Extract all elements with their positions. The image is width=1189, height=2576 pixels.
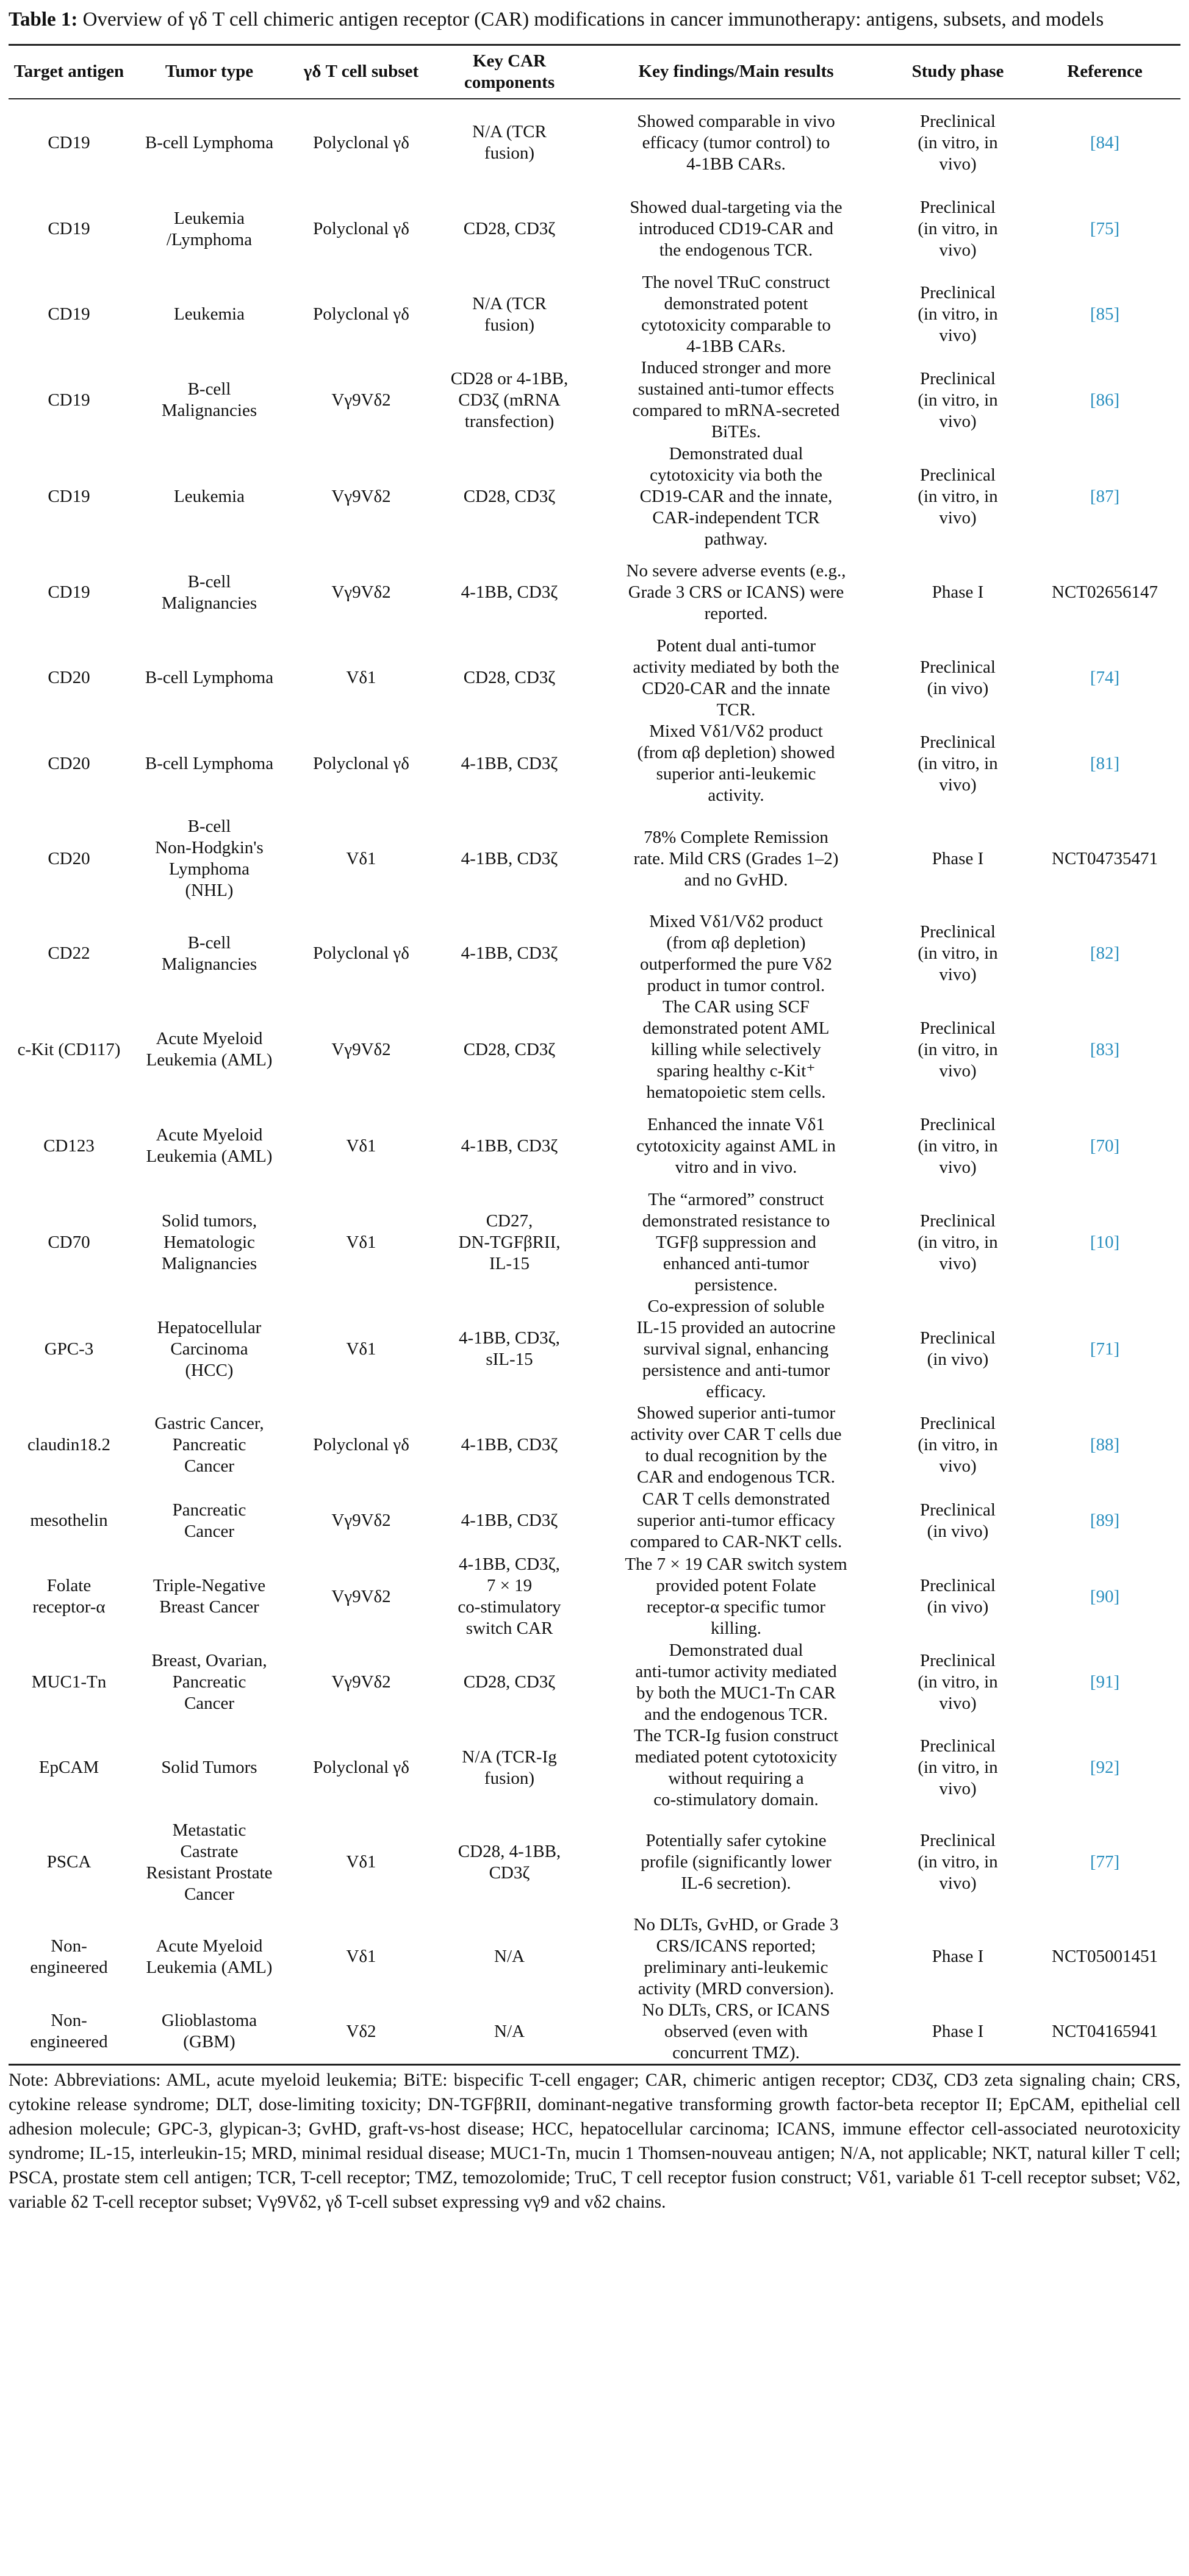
cell-reference[interactable]: [86] (1090, 390, 1120, 410)
cell-findings: Showed dual-targeting via the introduced CD19-CAR and the endogenous TCR. (630, 198, 842, 260)
table-row (9, 550, 1180, 635)
table-row (9, 1640, 1180, 1725)
cell-findings: 78% Complete Remission rate. Mild CRS (Grades 1–2) and no GvHD. (633, 827, 839, 890)
cell-subset: Polyclonal γδ (313, 304, 409, 324)
cell-findings: No severe adverse events (e.g., Grade 3 CRS or ICANS) were reported. (626, 561, 846, 623)
cell-target-antigen: CD20 (48, 668, 90, 687)
cell-target-antigen: Non- engineered (30, 1936, 108, 1977)
table-row (9, 2000, 1180, 2065)
cell-subset: Vδ1 (346, 668, 376, 687)
cell-reference[interactable]: [82] (1090, 943, 1120, 963)
table-row (9, 1914, 1180, 2000)
cell-study-phase: Phase I (886, 2000, 1029, 2065)
cell-reference[interactable]: [83] (1090, 1039, 1120, 1059)
cell-subset: Vγ9Vδ2 (331, 1672, 391, 1692)
cell-tumor-type: B-cell Lymphoma (145, 132, 274, 152)
cell-tumor-type: Leukemia (174, 304, 245, 324)
cell-subset: Vδ2 (289, 2000, 433, 2065)
cell-study-phase: Preclinical (in vitro, in vivo) (918, 1831, 998, 1893)
cell-reference: NCT04735471 (1052, 848, 1158, 868)
cell-car-components: CD28, CD3ζ (463, 668, 556, 687)
cell-target-antigen: CD19 (48, 582, 90, 602)
cell-reference: NCT05001451 (1052, 1947, 1158, 1966)
cell-car-components: 4-1BB, CD3ζ (461, 943, 558, 963)
cell-tumor-type: B-cell Malignancies (161, 379, 257, 420)
cell-tumor-type: Acute Myeloid Leukemia (AML) (146, 1936, 273, 1977)
cell-subset: Vγ9Vδ2 (331, 486, 391, 506)
cell-subset: Vγ9Vδ2 (331, 1586, 391, 1606)
cell-tumor-type: Triple-Negative Breast Cancer (153, 1576, 266, 1617)
cell-car-components: CD28, 4-1BB, CD3ζ (458, 1841, 561, 1883)
cell-target-antigen: Folate receptor-α (32, 1576, 106, 1617)
cell-findings: Showed comparable in vivo efficacy (tumor control) to 4-1BB CARs. (637, 111, 835, 174)
cell-study-phase: Preclinical (in vivo) (919, 1500, 996, 1541)
cell-findings: Showed superior anti-tumor activity over CAR T cells due to dual recognition by the CAR and endogenous TCR. (630, 1403, 842, 1487)
cell-car-components: 4-1BB, CD3ζ (461, 753, 558, 773)
cell-study-phase: Preclinical (in vitro, in vivo) (918, 283, 998, 345)
cell-findings: Co-expression of soluble IL-15 provided an autocrine survival signal, enhancing persistence and anti-tumor efficacy. (636, 1296, 836, 1401)
cell-reference[interactable]: [91] (1090, 1672, 1120, 1692)
cell-car-components: CD28, CD3ζ (463, 486, 556, 506)
cell-reference[interactable]: [74] (1090, 668, 1120, 687)
cell-subset: Vγ9Vδ2 (331, 582, 391, 602)
cell-reference[interactable]: [85] (1090, 304, 1120, 324)
cell-findings: The novel TRuC construct demonstrated potent cytotoxicity comparable to 4-1BB CARs. (641, 272, 831, 356)
table-row (9, 1811, 1180, 1914)
cell-car-components: N/A (TCR fusion) (472, 122, 547, 163)
cell-reference[interactable]: [81] (1090, 753, 1120, 773)
cell-reference[interactable]: [88] (1090, 1435, 1120, 1454)
cell-target-antigen: EpCAM (38, 1758, 99, 1777)
cell-subset: Vδ1 (346, 1339, 376, 1359)
cell-study-phase: Preclinical (in vitro, in vivo) (918, 1114, 998, 1177)
table-row (9, 1103, 1180, 1189)
cell-car-components: N/A (TCR fusion) (472, 293, 547, 335)
cell-car-components: CD28, CD3ζ (463, 219, 556, 238)
cell-target-antigen: MUC1-Tn (31, 1672, 107, 1692)
table-row (9, 721, 1180, 807)
cell-study-phase: Preclinical (in vitro, in vivo) (918, 1736, 998, 1798)
table-row (9, 1488, 1180, 1554)
cell-car-components: N/A (494, 1947, 525, 1966)
cell-car-components: 4-1BB, CD3ζ (461, 848, 558, 868)
table-row (9, 1296, 1180, 1403)
table-row (9, 1725, 1180, 1811)
header-target-antigen: Target antigen (9, 45, 129, 99)
cell-findings: No DLTs, CRS, or ICANS observed (even with concurrent TMZ). (586, 2000, 886, 2065)
cell-tumor-type: B-cell Malignancies (161, 571, 257, 613)
cell-tumor-type: Leukemia /Lymphoma (166, 208, 253, 249)
cell-car-components: 4-1BB, CD3ζ, sIL-15 (459, 1328, 560, 1369)
cell-study-phase: Preclinical (in vitro, in vivo) (918, 1211, 998, 1273)
cell-car-components: 4-1BB, CD3ζ (461, 1136, 558, 1156)
cell-target-antigen: GPC-3 (44, 1339, 94, 1359)
table-row (9, 1189, 1180, 1296)
cell-findings: Potentially safer cytokine profile (significantly lower IL-6 secretion). (641, 1831, 832, 1893)
cell-car-components: CD28, CD3ζ (463, 1039, 556, 1059)
cell-subset: Vδ1 (346, 1947, 376, 1966)
cell-target-antigen: CD19 (48, 390, 90, 410)
cell-target-antigen: CD19 (48, 132, 90, 152)
table-row (9, 99, 1180, 187)
table-row (9, 187, 1180, 272)
header-findings: Key findings/Main results (586, 45, 886, 99)
cell-tumor-type: Breast, Ovarian, Pancreatic Cancer (151, 1651, 267, 1713)
cell-study-phase: Preclinical (in vivo) (919, 1576, 996, 1617)
cell-reference[interactable]: [75] (1090, 219, 1120, 238)
cell-findings: Demonstrated dual anti-tumor activity mediated by both the MUC1-Tn CAR and the endogenous TCR. (635, 1640, 837, 1724)
cell-reference[interactable]: [71] (1090, 1339, 1120, 1359)
cell-tumor-type: Acute Myeloid Leukemia (AML) (146, 1029, 273, 1070)
cell-tumor-type: Metastatic Castrate Resistant Prostate Cancer (146, 1820, 273, 1904)
cell-tumor-type: Solid Tumors (161, 1758, 257, 1777)
table-row (9, 807, 1180, 911)
cell-findings: No DLTs, GvHD, or Grade 3 CRS/ICANS reported; preliminary anti-leukemic activity (MRD conversion). (633, 1914, 839, 1998)
cell-subset: Vγ9Vδ2 (331, 1039, 391, 1059)
cell-subset: Polyclonal γδ (313, 1435, 409, 1454)
table-row (9, 1554, 1180, 1640)
cell-findings: Mixed Vδ1/Vδ2 product (from αβ depletion) showed superior anti-leukemic activity. (637, 721, 835, 805)
cell-subset: Vδ1 (346, 848, 376, 868)
cell-study-phase: Preclinical (in vivo) (919, 657, 996, 698)
cell-reference[interactable]: [87] (1090, 486, 1120, 506)
cell-findings: Induced stronger and more sustained anti-tumor effects compared to mRNA-secreted BiTEs. (632, 358, 840, 442)
cell-tumor-type: B-cell Non-Hodgkin's Lymphoma (NHL) (155, 817, 264, 900)
cell-target-antigen: CD20 (48, 753, 90, 773)
table-row (9, 996, 1180, 1103)
header-row (9, 45, 1180, 99)
header-subset: γδ T cell subset (289, 45, 433, 99)
cell-car-components: 4-1BB, CD3ζ, 7 × 19 co-stimulatory switch CAR (458, 1555, 561, 1638)
cell-reference[interactable]: [70] (1090, 1136, 1120, 1156)
cell-reference: NCT04165941 (1029, 2000, 1180, 2065)
cell-subset: Vγ9Vδ2 (331, 1511, 391, 1530)
cell-car-components: CD27, DN-TGFβRII, IL-15 (458, 1211, 561, 1273)
cell-subset: Polyclonal γδ (313, 219, 409, 238)
table-row (9, 911, 1180, 996)
cell-reference: NCT02656147 (1052, 582, 1158, 602)
cell-subset: Vδ1 (346, 1136, 376, 1156)
cell-study-phase: Preclinical (in vitro, in vivo) (918, 111, 998, 174)
table-caption (9, 6, 1180, 33)
cell-target-antigen: CD19 (48, 219, 90, 238)
cell-subset: Vδ1 (346, 1852, 376, 1872)
cell-study-phase: Preclinical (in vitro, in vivo) (918, 1651, 998, 1713)
cell-study-phase: Preclinical (in vivo) (919, 1328, 996, 1369)
cell-study-phase: Preclinical (in vitro, in vivo) (918, 465, 998, 528)
cell-car-components: N/A (TCR-Ig fusion) (462, 1747, 557, 1788)
cell-subset: Vγ9Vδ2 (331, 390, 391, 410)
cell-tumor-type: Leukemia (174, 486, 245, 506)
table-row (9, 1403, 1180, 1488)
cell-tumor-type: Pancreatic Cancer (172, 1500, 246, 1541)
cell-car-components: 4-1BB, CD3ζ (461, 1435, 558, 1454)
table-row (9, 635, 1180, 721)
cell-subset: Polyclonal γδ (313, 753, 409, 773)
cell-reference[interactable]: [89] (1090, 1511, 1120, 1530)
cell-study-phase: Phase I (932, 848, 984, 868)
cell-car-components: CD28 or 4-1BB, CD3ζ (mRNA transfection) (450, 368, 569, 431)
cell-car-components: N/A (433, 2000, 586, 2065)
cell-findings: Demonstrated dual cytotoxicity via both the CD19-CAR and the innate, CAR-independent TCR pathway. (639, 443, 833, 549)
table-row (9, 272, 1180, 357)
header-reference: Reference (1029, 45, 1180, 99)
cell-car-components: 4-1BB, CD3ζ (461, 582, 558, 602)
caption-label: Table 1: (9, 9, 78, 30)
cell-target-antigen: Non- engineered (9, 2000, 129, 2065)
cell-study-phase: Phase I (932, 1947, 984, 1966)
cell-subset: Polyclonal γδ (313, 132, 409, 152)
cell-tumor-type: Acute Myeloid Leukemia (AML) (146, 1125, 273, 1166)
car-overview-table (9, 44, 1180, 2066)
header-car-components: Key CAR components (433, 45, 586, 99)
header-tumor-type: Tumor type (129, 45, 289, 99)
cell-findings: The CAR using SCF demonstrated potent AML killing while selectively sparing healthy c-Kit⁺ hematopoietic stem cells. (642, 996, 830, 1102)
cell-tumor-type: Glioblastoma (GBM) (129, 2000, 289, 2065)
table-row (9, 357, 1180, 443)
cell-target-antigen: claudin18.2 (27, 1435, 111, 1454)
table-body (9, 99, 1180, 2065)
cell-reference[interactable]: [90] (1090, 1586, 1120, 1606)
caption-text: Overview of γδ T cell chimeric antigen receptor (CAR) modifications in cancer immunotherapy: antigens, subsets, and models (82, 9, 1104, 30)
cell-findings: CAR T cells demonstrated superior anti-tumor efficacy compared to CAR-NKT cells. (630, 1489, 842, 1551)
cell-target-antigen: CD70 (48, 1232, 90, 1252)
cell-reference[interactable]: [77] (1090, 1852, 1120, 1872)
cell-findings: The 7 × 19 CAR switch system provided potent Folate receptor-α specific tumor killing. (625, 1555, 847, 1638)
cell-tumor-type: Gastric Cancer, Pancreatic Cancer (154, 1414, 264, 1476)
cell-subset: Vδ1 (346, 1232, 376, 1252)
header-study-phase: Study phase (886, 45, 1029, 99)
cell-target-antigen: c-Kit (CD117) (17, 1039, 121, 1059)
cell-target-antigen: mesothelin (30, 1511, 108, 1530)
cell-target-antigen: CD19 (48, 304, 90, 324)
cell-tumor-type: Solid tumors, Hematologic Malignancies (161, 1211, 257, 1273)
cell-target-antigen: CD20 (48, 848, 90, 868)
cell-tumor-type: B-cell Malignancies (161, 932, 257, 974)
cell-findings: Mixed Vδ1/Vδ2 product (from αβ depletion) outperformed the pure Vδ2 product in tumor control. (639, 911, 833, 995)
cell-subset: Polyclonal γδ (313, 1758, 409, 1777)
cell-target-antigen: CD19 (48, 486, 90, 506)
cell-reference[interactable]: [10] (1090, 1232, 1120, 1252)
cell-study-phase: Preclinical (in vitro, in vivo) (918, 922, 998, 984)
cell-target-antigen: PSCA (46, 1852, 92, 1872)
cell-car-components: CD28, CD3ζ (463, 1672, 556, 1692)
cell-tumor-type: B-cell Lymphoma (145, 668, 274, 687)
cell-findings: Enhanced the innate Vδ1 cytotoxicity against AML in vitro and in vivo. (636, 1114, 836, 1177)
cell-target-antigen: CD123 (43, 1136, 95, 1156)
cell-study-phase: Phase I (932, 582, 984, 602)
cell-tumor-type: Hepatocellular Carcinoma (HCC) (157, 1317, 262, 1380)
cell-study-phase: Preclinical (in vitro, in vivo) (918, 368, 998, 431)
table-note: Note: Abbreviations: AML, acute myeloid leukemia; BiTE: bispecific T-cell engager; CAR, chimeric antigen receptor; CD3ζ, CD3 zeta signaling chain; CRS, cytokine release syndrome; DLT, dose-limiting toxicity; DN-TGFβRII, dominant-negative transforming growth factor-beta receptor II; EpCAM, epithelial cell adhesion molecule; GPC-3, glypican-3; GvHD, graft-vs-host disease; HCC, hepatocellular carcinoma; ICANS, immune effector cell-associated neurotoxicity syndrome; IL-15, interleukin-15; MRD, minimal residual disease; MUC1-Tn, mucin 1 Thomsen-nouveau antigen; N/A, not applicable; NKT, natural killer T cell; PSCA, prostate stem cell antigen; TCR, T-cell receptor; TMZ, temozolomide; TruC, T cell receptor fusion construct; Vδ1, variable δ1 T-cell receptor subset; Vδ2, variable δ2 T-cell receptor subset; Vγ9Vδ2, γδ T-cell subset expressing vγ9 and vδ2 chains. (9, 2070, 1180, 2212)
cell-study-phase: Preclinical (in vitro, in vivo) (918, 1414, 998, 1476)
cell-target-antigen: CD22 (48, 943, 90, 963)
cell-study-phase: Preclinical (in vitro, in vivo) (918, 198, 998, 260)
table-row (9, 443, 1180, 550)
cell-subset: Polyclonal γδ (313, 943, 409, 963)
cell-findings: The “armored” construct demonstrated resistance to TGFβ suppression and enhanced anti-tumor persistence. (642, 1189, 830, 1295)
cell-reference[interactable]: [84] (1090, 132, 1120, 152)
cell-findings: Potent dual anti-tumor activity mediated by both the CD20-CAR and the innate TCR. (633, 635, 839, 720)
cell-study-phase: Preclinical (in vitro, in vivo) (918, 732, 998, 795)
cell-car-components: 4-1BB, CD3ζ (461, 1511, 558, 1530)
cell-findings: The TCR-Ig fusion construct mediated potent cytotoxicity without requiring a co-stimulatory domain. (633, 1725, 839, 1809)
cell-tumor-type: B-cell Lymphoma (145, 753, 274, 773)
cell-study-phase: Preclinical (in vitro, in vivo) (918, 1018, 998, 1081)
cell-reference[interactable]: [92] (1090, 1758, 1120, 1777)
